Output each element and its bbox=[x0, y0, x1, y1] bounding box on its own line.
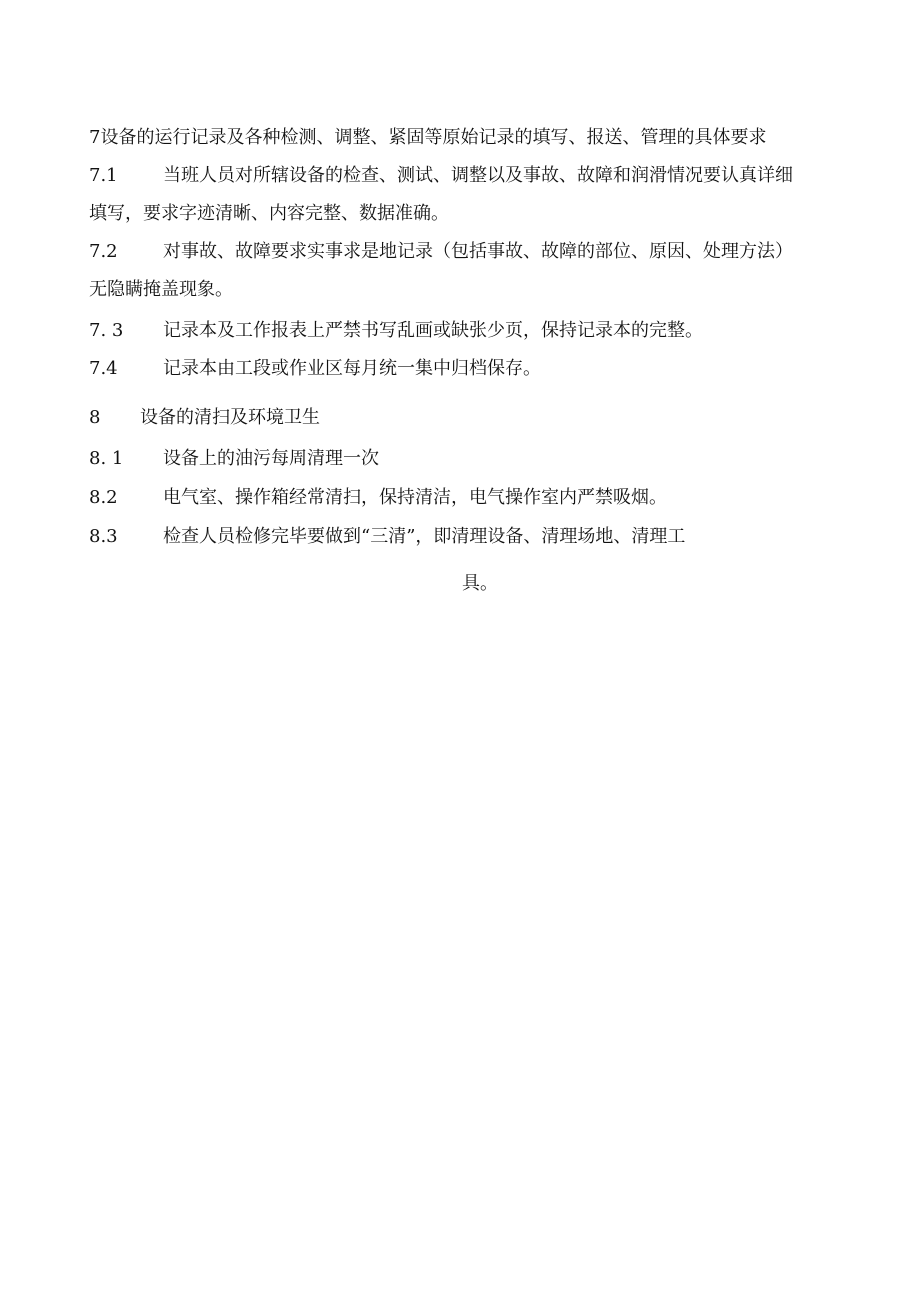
item-number: 7.1 bbox=[89, 165, 118, 186]
item-number: 7.2 bbox=[89, 241, 118, 262]
section-8-number: 8 bbox=[89, 407, 101, 428]
item-text: 设备上的油污每周清理一次 bbox=[163, 448, 379, 469]
item-text: 对事故、故障要求实事求是地记录（包括事故、故障的部位、原因、处理方法） bbox=[163, 241, 793, 262]
item-continuation: 无隐瞒掩盖现象。 bbox=[89, 279, 233, 300]
item-continuation: 具。 bbox=[462, 573, 498, 594]
item-number: 7. 3 bbox=[89, 320, 124, 341]
item-number: 8. 1 bbox=[89, 448, 124, 469]
item-text: 电气室、操作箱经常清扫，保持清洁，电气操作室内严禁吸烟。 bbox=[163, 487, 667, 508]
item-number: 7.4 bbox=[89, 358, 118, 379]
item-text: 检查人员检修完毕要做到“三清”，即清理设备、清理场地、清理工 bbox=[163, 526, 686, 547]
item-continuation: 填写，要求字迹清晰、内容完整、数据准确。 bbox=[89, 203, 449, 224]
item-text: 记录本由工段或作业区每月统一集中归档保存。 bbox=[163, 358, 541, 379]
item-text: 记录本及工作报表上严禁书写乱画或缺张少页，保持记录本的完整。 bbox=[163, 320, 703, 341]
section-7-heading: 7设备的运行记录及各种检测、调整、紧固等原始记录的填写、报送、管理的具体要求 bbox=[89, 127, 767, 148]
section-8-heading: 设备的清扫及环境卫生 bbox=[140, 407, 320, 428]
item-number: 8.2 bbox=[89, 487, 118, 508]
item-number: 8.3 bbox=[89, 526, 118, 547]
item-text: 当班人员对所辖设备的检查、测试、调整以及事故、故障和润滑情况要认真详细 bbox=[163, 165, 793, 186]
